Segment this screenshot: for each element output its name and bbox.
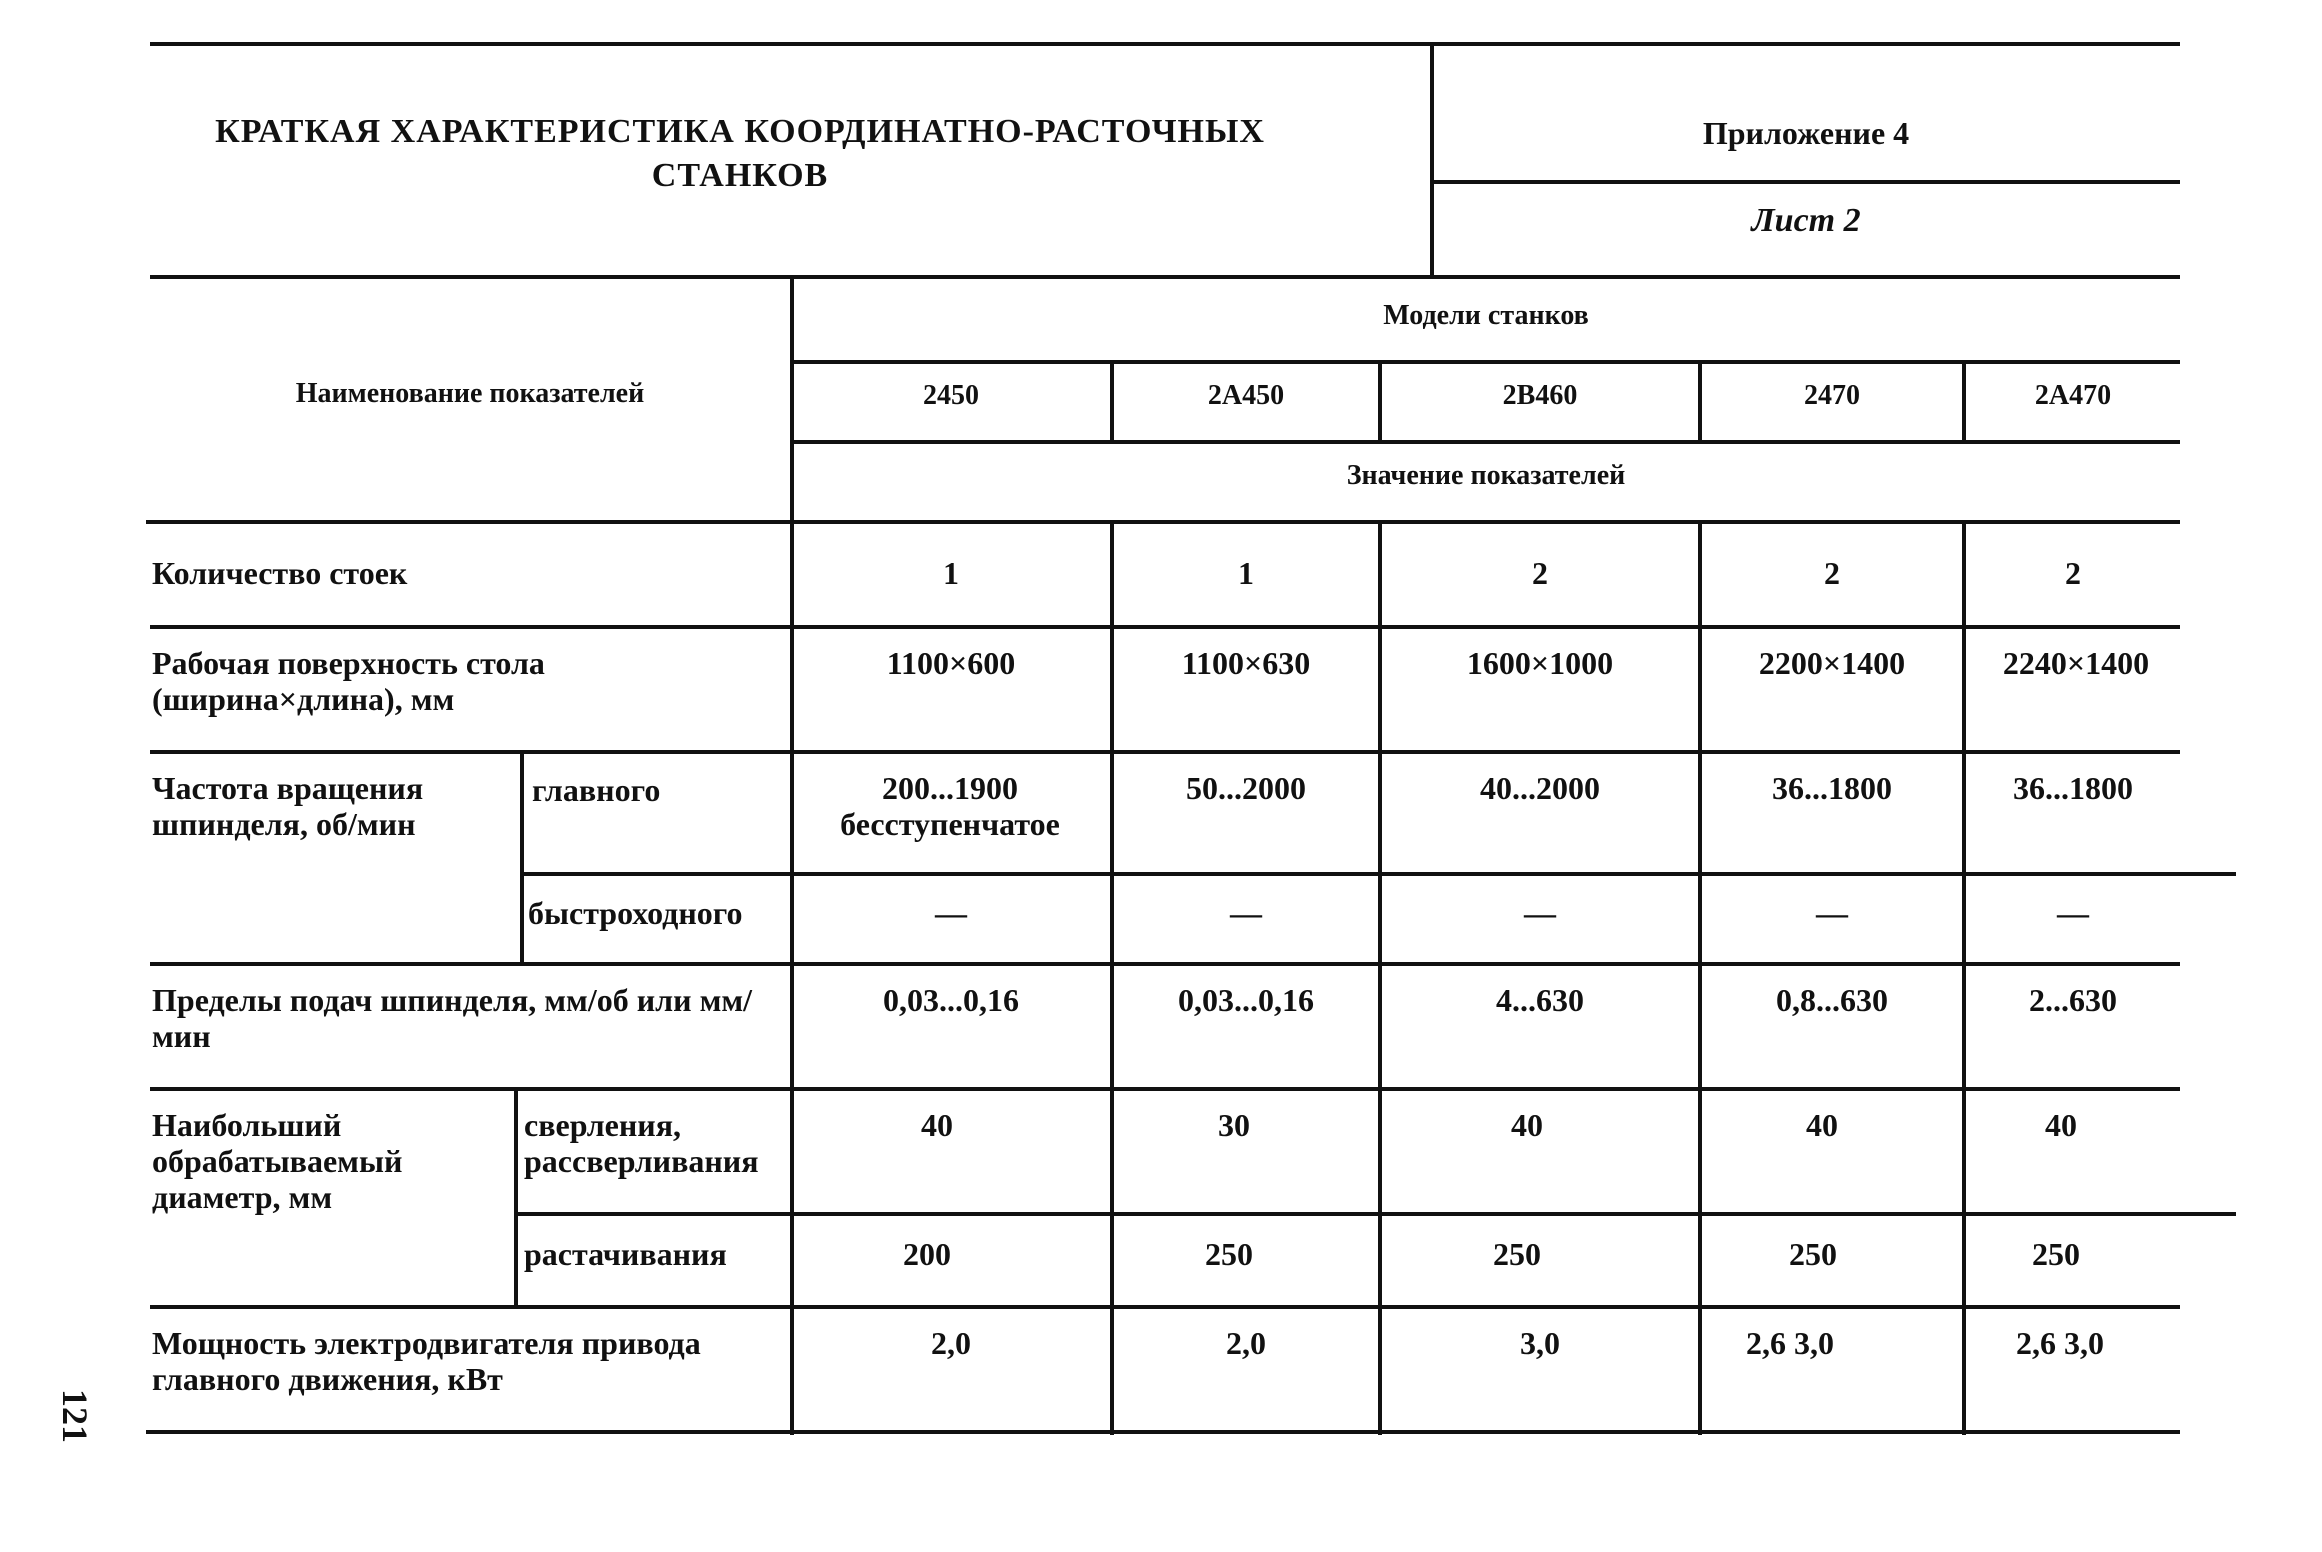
max-diameter-drilling-label: сверления, рассверливания (524, 1107, 759, 1179)
feed-limits-2a450: 0,03...0,16 (1178, 982, 1314, 1018)
feed-limits-2450: 0,03...0,16 (883, 982, 1019, 1018)
motor-power-2450: 2,0 (931, 1325, 971, 1361)
spindle-main-2v460: 40...2000 (1480, 770, 1600, 806)
boring-2v460: 250 (1493, 1236, 1541, 1272)
model-2450: 2450 (923, 380, 979, 411)
feed-limits-2v460: 4...630 (1496, 982, 1584, 1018)
spindle-fast-2a450: — (1230, 895, 1262, 931)
subrow-rule-speed (522, 872, 2236, 876)
columns-count-label: Количество стоек (152, 555, 408, 591)
table-surface-2a470: 2240×1400 (2002, 645, 2150, 681)
spindle-speed-fast-label: быстроходного (528, 895, 743, 931)
model-names-rule (792, 440, 2180, 444)
spindle-fast-2470: — (1816, 895, 1848, 931)
max-diameter-label: Наибольший обрабатываемый диаметр, мм (152, 1107, 403, 1215)
columns-count-2450: 1 (943, 555, 959, 591)
table-bottom-rule (146, 1430, 2180, 1434)
header-bottom-rule (150, 275, 2180, 279)
table-surface-2a450: 1100×630 (1181, 645, 1311, 681)
table-surface-2450: 1100×600 (886, 645, 1016, 681)
speed-sublabel-divider (520, 752, 524, 962)
spindle-main-2470: 36...1800 (1772, 770, 1892, 806)
page-number: 121 (55, 1389, 95, 1443)
spindle-main-2a470: 36...1800 (2013, 770, 2133, 806)
spindle-fast-2a470: — (2057, 895, 2089, 931)
table-header-bottom-rule (146, 520, 2180, 524)
row-rule-4 (150, 1087, 2180, 1091)
table-surface-2v460: 1600×1000 (1466, 645, 1614, 681)
drilling-2470: 40 (1806, 1107, 1838, 1143)
table-surface-2470: 2200×1400 (1758, 645, 1906, 681)
drilling-2450: 40 (921, 1107, 953, 1143)
spindle-fast-2450: — (935, 895, 967, 931)
subrow-rule-diameter (516, 1212, 2236, 1216)
model-2v460: 2В460 (1502, 380, 1578, 411)
spindle-speed-main-label: главного (532, 772, 661, 808)
drilling-2v460: 40 (1511, 1107, 1543, 1143)
drilling-2a450: 30 (1218, 1107, 1250, 1143)
models-header: Модели станков (1383, 300, 1589, 331)
model-2a450: 2А450 (1207, 380, 1285, 411)
header-divider (1430, 42, 1434, 277)
columns-count-2a450: 1 (1238, 555, 1254, 591)
columns-count-2470: 2 (1824, 555, 1840, 591)
max-diameter-boring-label: растачивания (524, 1236, 727, 1272)
motor-power-2v460: 3,0 (1520, 1325, 1560, 1361)
row-rule-2 (150, 750, 2180, 754)
document-title: КРАТКАЯ ХАРАКТЕРИСТИКА КООРДИНАТНО-РАСТОЧНЫХ СТАНКОВ (215, 113, 1265, 194)
spindle-main-2a450: 50...2000 (1186, 770, 1306, 806)
table-surface-label: Рабочая поверхность стола (ширина×длина), мм (152, 645, 545, 717)
sheet-label: Лист 2 (1751, 202, 1861, 239)
model-2a470: 2А470 (2034, 380, 2112, 411)
row-rule-3 (150, 962, 2180, 966)
top-rule (150, 42, 2180, 46)
motor-power-label: Мощность электродвигателя привода главного движения, кВт (152, 1325, 701, 1397)
columns-count-2v460: 2 (1532, 555, 1548, 591)
motor-power-2a470: 2,6 3,0 (2016, 1325, 2104, 1361)
feed-limits-2470: 0,8...630 (1776, 982, 1888, 1018)
motor-power-2470: 2,6 3,0 (1746, 1325, 1834, 1361)
spindle-main-2450: 200...1900 бесступенчатое (840, 770, 1060, 842)
row-rule-5 (150, 1305, 2180, 1309)
boring-2470: 250 (1789, 1236, 1837, 1272)
motor-power-2a450: 2,0 (1226, 1325, 1266, 1361)
boring-2a450: 250 (1205, 1236, 1253, 1272)
row-rule-1 (150, 625, 2180, 629)
values-header: Значение показателей (1346, 460, 1626, 491)
models-header-rule (792, 360, 2180, 364)
diameter-sublabel-divider (514, 1089, 518, 1305)
spindle-speed-label: Частота вращения шпинделя, об/мин (152, 770, 424, 842)
feed-limits-2a470: 2...630 (2029, 982, 2117, 1018)
columns-count-2a470: 2 (2065, 555, 2081, 591)
model-2470: 2470 (1804, 380, 1860, 411)
spindle-fast-2v460: — (1524, 895, 1556, 931)
feed-limits-label: Пределы подач шпинделя, мм/об или мм/мин (152, 982, 753, 1054)
appendix-rule (1432, 180, 2180, 184)
drilling-2a470: 40 (2045, 1107, 2077, 1143)
param-header: Наименование показателей (295, 378, 645, 409)
boring-2a470: 250 (2032, 1236, 2080, 1272)
appendix-label: Приложение 4 (1702, 115, 1910, 151)
boring-2450: 200 (903, 1236, 951, 1272)
